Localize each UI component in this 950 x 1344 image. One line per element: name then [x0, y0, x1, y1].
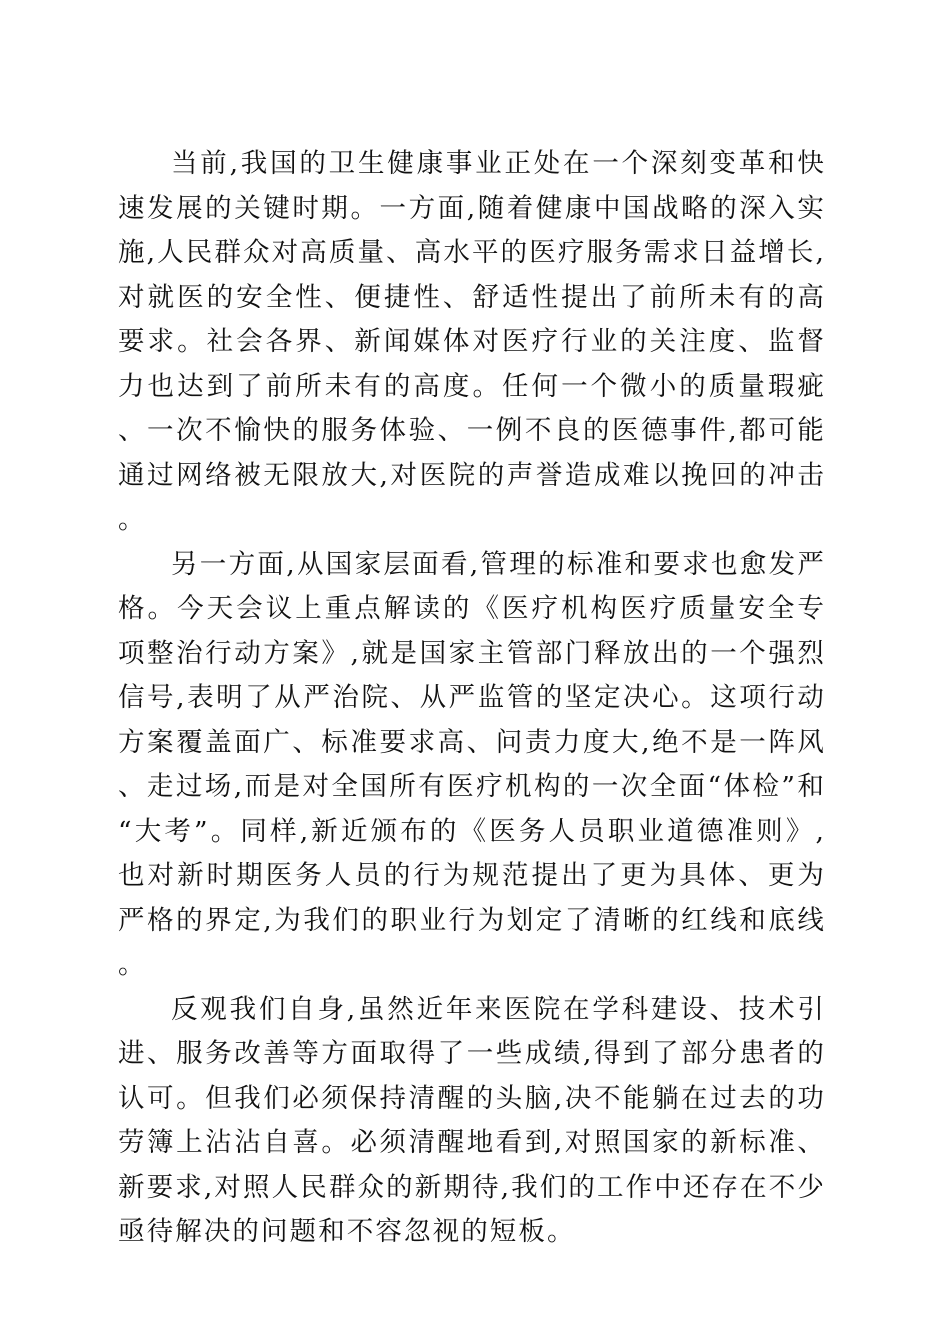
document-body	[118, 142, 826, 1255]
paragraph-2: 另一方面,从国家层面看,管理的标准和要求也愈发严格。今天会议上重点解读的《医疗机构医疗质量安全专项整治行动方案》,就是国家主管部门释放出的一个强烈信号,表明了从严治院、从严监管的坚定决心。这项行动方案覆盖面广、标准要求高、问责力度大,绝不是一阵风、走过场,而是对全国所有医疗机构的一次全面“体检”和“大考”。同样,新近颁布的《医务人员职业道德准则》,也对新时期医务人员的行为规范提出了更为具体、更为严格的界定,为我们的职业行为划定了清晰的红线和底线。	[118, 548, 826, 980]
paragraph-3: 反观我们自身,虽然近年来医院在学科建设、技术引进、服务改善等方面取得了一些成绩,得到了部分患者的认可。但我们必须保持清醒的头脑,决不能躺在过去的功劳簿上沾沾自喜。必须清醒地看到,对照国家的新标准、新要求,对照人民群众的新期待,我们的工作中还存在不少亟待解决的问题和不容忽视的短板。	[118, 993, 826, 1247]
paragraph-1: 当前,我国的卫生健康事业正处在一个深刻变革和快速发展的关键时期。一方面,随着健康中国战略的深入实施,人民群众对高质量、高水平的医疗服务需求日益增长,对就医的安全性、便捷性、舒适性提出了前所未有的高要求。社会各界、新闻媒体对医疗行业的关注度、监督力也达到了前所未有的高度。任何一个微小的质量瑕疵、一次不愉快的服务体验、一例不良的医德事件,都可能通过网络被无限放大,对医院的声誉造成难以挽回的冲击。	[118, 148, 826, 535]
